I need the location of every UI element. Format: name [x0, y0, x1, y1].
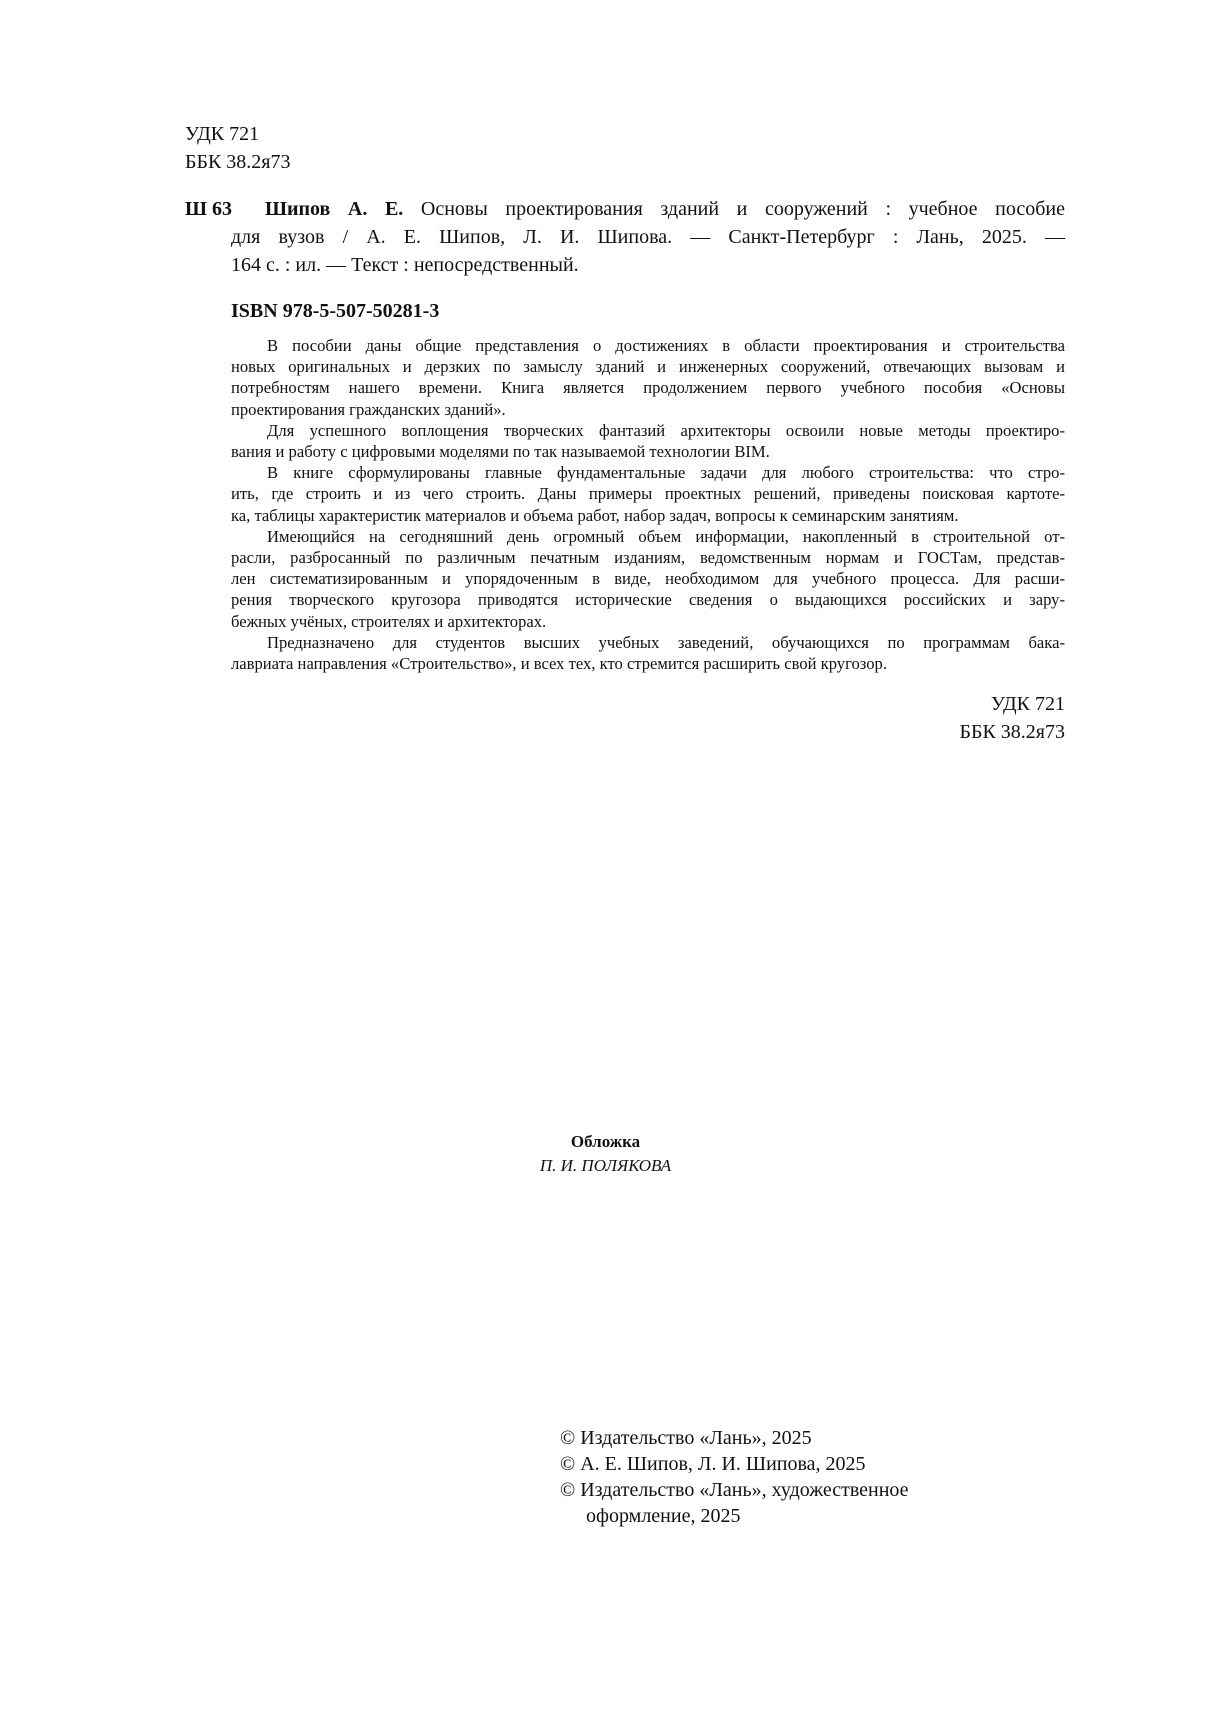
copyright-line: оформление, 2025 — [586, 1505, 741, 1527]
udk-code: УДК 721 — [990, 693, 1065, 715]
abstract-line: расли, разбросанный по различным печатным изданиям, ведомственным нормам и ГОСТам, представ- — [231, 548, 1065, 568]
abstract-line: Имеющийся на сегодняшний день огромный объем информации, накопленный в строительной от- — [267, 526, 1065, 546]
cover-designer: П. И. ПОЛЯКОВА — [539, 1156, 672, 1175]
copyright-line: © А. Е. Шипов, Л. И. Шипова, 2025 — [560, 1453, 866, 1475]
biblio-line-2: для вузов / А. Е. Шипов, Л. И. Шипова. — Санкт-Петербург : Лань, 2025. — — [231, 226, 1065, 248]
abstract-line: новых оригинальных и дерзких по замыслу зданий и инженерных сооружений, отвечающих вызовам и — [231, 357, 1065, 377]
bibliographic-record — [185, 195, 1065, 279]
abstract-line: Предназначено для студентов высших учебных заведений, обучающихся по программам бака- — [267, 632, 1065, 652]
classification-top — [185, 120, 291, 176]
biblio-line-3: 164 с. : ил. — Текст : непосредственный. — [231, 254, 579, 276]
book-title: Основы проектирования зданий и сооружений : учебное пособие — [403, 198, 1065, 220]
abstract-line: бежных учёных, строителях и архитекторах. — [231, 611, 547, 631]
abstract-line: рения творческого кругозора приводятся исторические сведения о выдающихся российских и зару- — [231, 590, 1065, 610]
abstract-line: Для успешного воплощения творческих фантазий архитекторы освоили новые методы проектиро- — [267, 420, 1065, 440]
bbk-code: ББК 38.2я73 — [185, 151, 291, 173]
classification-bottom — [959, 690, 1065, 746]
abstract-line: лавриата направления «Строительство», и всех тех, кто стремится расширить свой кругозор. — [231, 654, 887, 674]
copyright-line: © Издательство «Лань», художественное — [560, 1479, 909, 1501]
abstract-line: лен систематизированным и упорядоченным в виде, необходимом для учебного процесса. Для расши- — [231, 569, 1065, 589]
bbk-code: ББК 38.2я73 — [959, 721, 1065, 743]
udk-code: УДК 721 — [185, 123, 260, 145]
copyright-line: © Издательство «Лань», 2025 — [560, 1427, 812, 1449]
abstract-line: потребностям нашего времени. Книга является продолжением первого учебного пособия «Основы — [231, 378, 1065, 398]
abstract — [231, 335, 1065, 674]
abstract-line: ить, где строить и из чего строить. Даны примеры проектных решений, приведены поисковая картоте- — [231, 484, 1065, 504]
isbn: ISBN 978-5-507-50281-3 — [231, 300, 440, 322]
abstract-line: вания и работу с цифровыми моделями по так называемой технологии BIM. — [231, 442, 770, 462]
copyright-block — [560, 1425, 909, 1529]
abstract-line: проектирования гражданских зданий». — [231, 399, 506, 419]
author-sign: Ш 63 — [185, 198, 232, 220]
author-name: Шипов А. Е. — [265, 198, 404, 220]
abstract-line: ка, таблицы характеристик материалов и объема работ, набор задач, вопросы к семинарским занятиям. — [231, 505, 959, 525]
abstract-line: В книге сформулированы главные фундаментальные задачи для любого строительства: что стро- — [267, 463, 1065, 483]
biblio-line-1 — [265, 195, 1065, 223]
cover-label: Обложка — [570, 1132, 641, 1151]
abstract-line: В пособии даны общие представления о достижениях в области проектирования и строительства — [267, 336, 1065, 355]
cover-credit — [0, 1130, 1211, 1178]
